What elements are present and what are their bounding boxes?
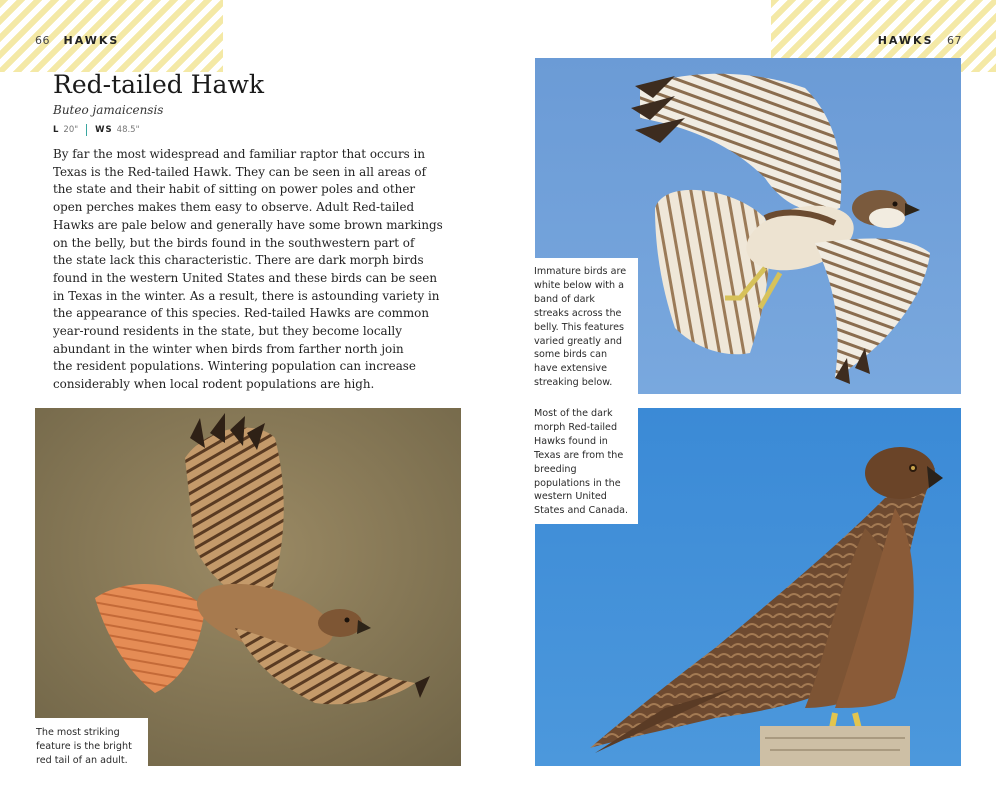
caption-line: populations in the [534, 477, 621, 489]
length-value: 20" [63, 125, 79, 135]
section-title-left: HAWKS [63, 34, 120, 47]
caption-line: red tail of an adult. [36, 754, 128, 766]
caption-line: Hawks found in [534, 435, 608, 447]
body-line: Texas is the Red-tailed Hawk. They can be seen in all areas of [53, 164, 426, 179]
measurements [53, 124, 140, 136]
caption-line: breeding [534, 463, 577, 475]
caption-line: feature is the bright [36, 740, 132, 752]
page-number-left: 66 [35, 34, 50, 47]
caption-line: belly. This features [534, 321, 625, 333]
body-line: in Texas in the winter. As a result, there is astounding variety in [53, 288, 440, 303]
caption-line: western United [534, 491, 607, 503]
body-line: on the belly, but the birds found in the southwestern part of [53, 235, 415, 250]
body-line: open perches makes them easy to observe. Adult Red-tailed [53, 200, 415, 215]
body-line: the state and their habit of sitting on power poles and other [53, 182, 416, 197]
caption-line: band of dark [534, 293, 595, 305]
wingspan-value: 48.5" [116, 125, 140, 135]
length-label: L [53, 125, 60, 135]
caption-line: have extensive [534, 363, 607, 375]
body-line: Hawks are pale below and generally have some brown markings [53, 217, 443, 232]
species-description [53, 146, 448, 394]
section-title-right: HAWKS [877, 34, 934, 47]
caption-line: streaking below. [534, 377, 613, 389]
caption-immature-birds [527, 258, 638, 394]
caption-line: Immature birds are [534, 266, 627, 277]
body-line: the resident populations. Wintering population can increase [53, 359, 416, 374]
page-number-right: 67 [947, 34, 962, 47]
body-line: found in the western United States and these birds can be seen [53, 270, 437, 285]
body-line: the appearance of this species. Red-tailed Hawks are common [53, 306, 429, 321]
body-line: By far the most widespread and familiar raptor that occurs in [53, 147, 425, 161]
caption-line: Texas are from the [534, 449, 624, 461]
caption-line: streaks across the [534, 307, 622, 319]
body-line: abundant in the winter when birds from farther north join [53, 341, 404, 356]
running-header-right [878, 34, 962, 47]
species-title: Red-tailed Hawk [53, 70, 265, 99]
caption-line: varied greatly and [534, 335, 623, 347]
caption-line: States and Canada. [534, 505, 629, 517]
running-header-left [35, 34, 119, 47]
caption-dark-morph [527, 400, 638, 524]
caption-line: morph Red-tailed [534, 421, 618, 433]
caption-line: Most of the dark [534, 408, 613, 419]
body-line: year-round residents in the state, but they become locally [53, 324, 402, 339]
caption-line: The most striking [36, 727, 120, 738]
caption-red-tail [28, 718, 148, 766]
photo-adult-red-tail-flight [35, 408, 461, 766]
measure-divider [86, 124, 87, 136]
wingspan-label: WS [95, 125, 113, 135]
caption-line: white below with a [534, 279, 625, 291]
caption-line: some birds can [534, 349, 608, 361]
scientific-name: Buteo jamaicensis [53, 103, 164, 117]
body-line: the state lack this characteristic. There are dark morph birds [53, 253, 424, 268]
body-line: considerably when local rodent populations are high. [53, 377, 375, 392]
